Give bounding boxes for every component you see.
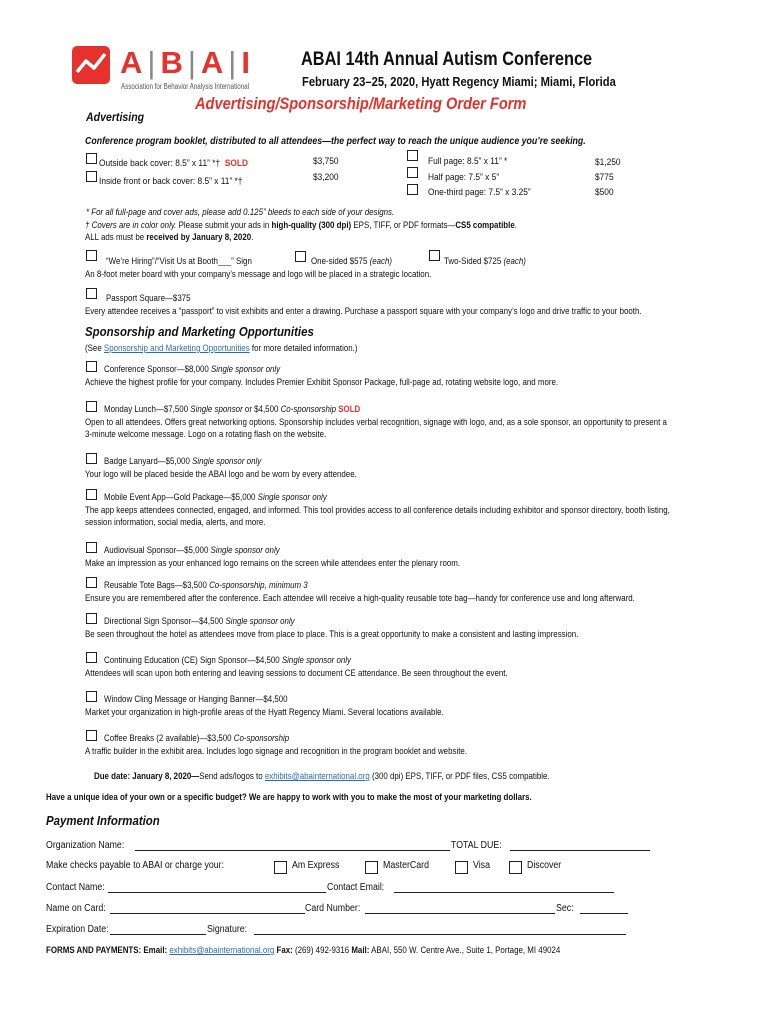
item-inside-cover: Inside front or back cover: 8.5” x 11” *† <box>99 176 243 187</box>
sponsorship-item-desc: Attendees will scan upon both entering and leaving sessions to document CE attendance. Be seen throughout the event. <box>85 668 508 678</box>
unique-idea: Have a unique idea of your own or a specific budget? We are happy to work with you to make the most of your marketing dollars. <box>46 792 532 802</box>
checkbox-sponsorship-9[interactable] <box>86 691 97 702</box>
checkbox-sponsorship-4[interactable] <box>86 489 97 500</box>
form-title: Advertising/Sponsorship/Marketing Order Form <box>195 94 527 113</box>
checkbox-one-sided[interactable] <box>295 251 306 262</box>
sponsorship-see: (See Sponsorship and Marketing Opportunities for more detailed information.) <box>85 343 358 353</box>
logo-subtitle: Association for Behavior Analysis International <box>121 82 249 91</box>
sponsorship-item-desc: session information, social media, alerts, and more. <box>85 517 266 527</box>
sold-badge: SOLD <box>338 404 361 414</box>
logo-letter-a2: A <box>200 45 227 80</box>
checkbox-passport[interactable] <box>86 288 97 299</box>
price-inside-cover: $3,200 <box>313 172 339 183</box>
field-org-name[interactable] <box>135 850 450 851</box>
item-one-sided: One-sided $575 (each) <box>311 256 393 266</box>
label-contact-email: Contact Email: <box>327 882 385 893</box>
abai-logo-mark-icon <box>72 44 112 86</box>
due-date: Due date: January 8, 2020—Send ads/logos to exhibits@abainternational.org (300 dpi) EPS, TIFF, or PDF files, CS5 compatible. <box>94 771 550 781</box>
checkbox-sponsorship-5[interactable] <box>86 542 97 553</box>
sponsorship-item-label: Reusable Tote Bags—$3,500 Co-sponsorship, minimum 3 <box>104 580 308 590</box>
label-contact-name: Contact Name: <box>46 882 105 893</box>
page-subtitle: February 23–25, 2020, Hyatt Regency Miami; Miami, Florida <box>302 74 616 89</box>
checkbox-inside-cover[interactable] <box>86 171 97 182</box>
field-expiration[interactable] <box>110 934 206 935</box>
label-mastercard: MasterCard <box>383 860 429 871</box>
label-name-on-card: Name on Card: <box>46 903 106 914</box>
field-name-on-card[interactable] <box>110 913 305 914</box>
item-full-page: Full page: 8.5” x 11” * <box>428 156 508 167</box>
note-bleeds: * For all full-page and cover ads, please add 0.125” bleeds to each side of your designs. <box>86 207 395 217</box>
sponsorship-item-label: Mobile Event App—Gold Package—$5,000 Single sponsor only <box>104 492 327 502</box>
sponsorship-item-desc: 3-minute welcome message. Logo on a rotating flash on the website. <box>85 429 327 439</box>
label-sec: Sec: <box>556 903 574 914</box>
checkbox-hiring-sign[interactable] <box>86 250 97 261</box>
item-two-sided: Two-Sided $725 (each) <box>444 256 526 266</box>
field-signature[interactable] <box>254 934 626 935</box>
field-sec[interactable] <box>580 913 628 914</box>
field-total-due[interactable] <box>510 850 650 851</box>
sponsorship-item-desc: Achieve the highest profile for your company. Includes Premier Exhibit Sponsor Package, full-page ad, rotating website logo, and more. <box>85 377 559 387</box>
hiring-desc: An 8-foot meter board with your company’s message and logo will be placed in a strategic location. <box>85 269 432 279</box>
label-am-express: Am Express <box>292 860 340 871</box>
sponsorship-item-desc: Ensure you are remembered after the conference. Each attendee will receive a high-quality reusable tote bag—handy for conference use and long afterward. <box>85 593 635 603</box>
passport-desc: Every attendee receives a “passport” to visit exhibits and enter a drawing. Purchase a passport square with your company’s logo and drive traffic to your booth. <box>85 306 642 316</box>
page-title: ABAI 14th Annual Autism Conference <box>301 49 593 70</box>
footer-contact: FORMS AND PAYMENTS: Email: exhibits@abainternational.org Fax: (269) 492-9316 Mail: ABAI, 550 W. Centre Ave., Suite 1, Portage, MI 49024 <box>46 945 561 955</box>
label-card-number: Card Number: <box>305 903 361 914</box>
checkbox-sponsorship-3[interactable] <box>86 453 97 464</box>
label-signature: Signature: <box>207 924 248 935</box>
sponsorship-item-label: Continuing Education (CE) Sign Sponsor—$4,500 Single sponsor only <box>104 655 352 665</box>
price-outside-back-cover: $3,750 <box>313 156 339 167</box>
sponsorship-item-desc: Be seen throughout the hotel as attendees move from place to place. This is a great opportunity to make a consistent and lasting impression. <box>85 629 579 639</box>
sponsorship-item-desc: Market your organization in high-profile areas of the Hyatt Regency Miami. Several locations available. <box>85 707 444 717</box>
label-org-name: Organization Name: <box>46 840 125 851</box>
checkbox-am-express[interactable] <box>274 861 287 874</box>
item-half-page: Half page: 7.5” x 5” <box>428 172 500 183</box>
due-email-link[interactable]: exhibits@abainternational.org <box>264 771 370 781</box>
footer-email-link[interactable]: exhibits@abainternational.org <box>169 945 275 955</box>
checkbox-sponsorship-2[interactable] <box>86 401 97 412</box>
price-full-page: $1,250 <box>595 157 621 168</box>
sponsorship-item-label: Badge Lanyard—$5,000 Single sponsor only <box>104 456 262 466</box>
abai-logo: A|B|A|I Association for Behavior Analysis International <box>72 44 302 94</box>
field-contact-name[interactable] <box>108 892 326 893</box>
item-hiring-sign: “We’re Hiring”/“Visit Us at Booth___” Sign <box>106 256 252 266</box>
checkbox-mastercard[interactable] <box>365 861 378 874</box>
field-contact-email[interactable] <box>394 892 614 893</box>
label-discover: Discover <box>527 860 562 871</box>
checkbox-sponsorship-7[interactable] <box>86 613 97 624</box>
sponsorship-item-label: Monday Lunch—$7,500 Single sponsor or $4,500 Co-sponsorship SOLD <box>104 404 361 414</box>
price-third-page: $500 <box>595 187 614 198</box>
checkbox-sponsorship-6[interactable] <box>86 577 97 588</box>
checkbox-full-page[interactable] <box>407 150 418 161</box>
logo-letter-i: I <box>241 45 253 80</box>
sponsorship-item-label: Window Cling Message or Hanging Banner—$4,500 <box>104 694 288 704</box>
checkbox-visa[interactable] <box>455 861 468 874</box>
note-deadline: ALL ads must be received by January 8, 2020. <box>85 232 254 242</box>
field-card-number[interactable] <box>365 913 555 914</box>
label-total-due: TOTAL DUE: <box>451 840 502 851</box>
payment-heading: Payment Information <box>46 813 160 828</box>
logo-letter-a1: A <box>120 45 146 80</box>
checkbox-sponsorship-1[interactable] <box>86 361 97 372</box>
sold-badge: SOLD <box>224 158 248 169</box>
label-expiration: Expiration Date: <box>46 924 109 935</box>
advertising-intro: Conference program booklet, distributed to all attendees—the perfect way to reach the unique audience you’re seeking. <box>85 136 586 147</box>
item-third-page: One-third page: 7.5” x 3.25” <box>428 187 531 198</box>
checkbox-discover[interactable] <box>509 861 522 874</box>
label-visa: Visa <box>473 860 490 871</box>
sponsorship-item-label: Audiovisual Sponsor—$5,000 Single sponsor only <box>104 545 280 555</box>
sponsorship-link[interactable]: Sponsorship and Marketing Opportunities <box>103 343 250 353</box>
label-make-checks: Make checks payable to ABAI or charge your: <box>46 860 225 871</box>
checkbox-half-page[interactable] <box>407 167 418 178</box>
sponsorship-item-desc: A traffic builder in the exhibit area. Includes logo signage and recognition in the program booklet and website. <box>85 746 468 756</box>
sponsorship-item-desc: Make an impression as your enhanced logo remains on the screen while attendees enter the plenary room. <box>85 558 461 568</box>
note-covers: † Covers are in color only. Please submit your ads in high-quality (300 dpi) EPS, TIFF, or PDF formats—CS5 compatible. <box>85 220 517 230</box>
sponsorship-item-label: Conference Sponsor—$8,000 Single sponsor only <box>104 364 281 374</box>
checkbox-third-page[interactable] <box>407 184 418 195</box>
sponsorship-item-label: Coffee Breaks (2 available)—$3,500 Co-sponsorship <box>104 733 290 743</box>
sponsorship-item-desc: Open to all attendees. Offers great networking options. Sponsorship includes verbal recognition, signage with logo, and, as a sole sponsor, an opportunity to present a <box>85 417 667 427</box>
section-advertising: Advertising <box>86 110 145 124</box>
sponsorship-item-label: Directional Sign Sponsor—$4,500 Single sponsor only <box>104 616 295 626</box>
sponsorship-heading: Sponsorship and Marketing Opportunities <box>85 324 314 339</box>
logo-letter-b: B <box>160 45 186 80</box>
sponsorship-item-desc: Your logo will be placed beside the ABAI logo and be worn by every attendee. <box>85 469 357 479</box>
item-passport: Passport Square—$375 <box>106 293 191 303</box>
sponsorship-item-desc: The app keeps attendees connected, engaged, and informed. This tool provides access to all conference details including exhibitor and sponsor directory, booth listing, <box>85 505 670 515</box>
checkbox-sponsorship-10[interactable] <box>86 730 97 741</box>
checkbox-outside-back-cover[interactable] <box>86 153 97 164</box>
checkbox-sponsorship-8[interactable] <box>86 652 97 663</box>
checkbox-two-sided[interactable] <box>429 250 440 261</box>
item-outside-back-cover: Outside back cover: 8.5” x 11” *† SOLD <box>99 158 248 169</box>
price-half-page: $775 <box>595 172 614 183</box>
